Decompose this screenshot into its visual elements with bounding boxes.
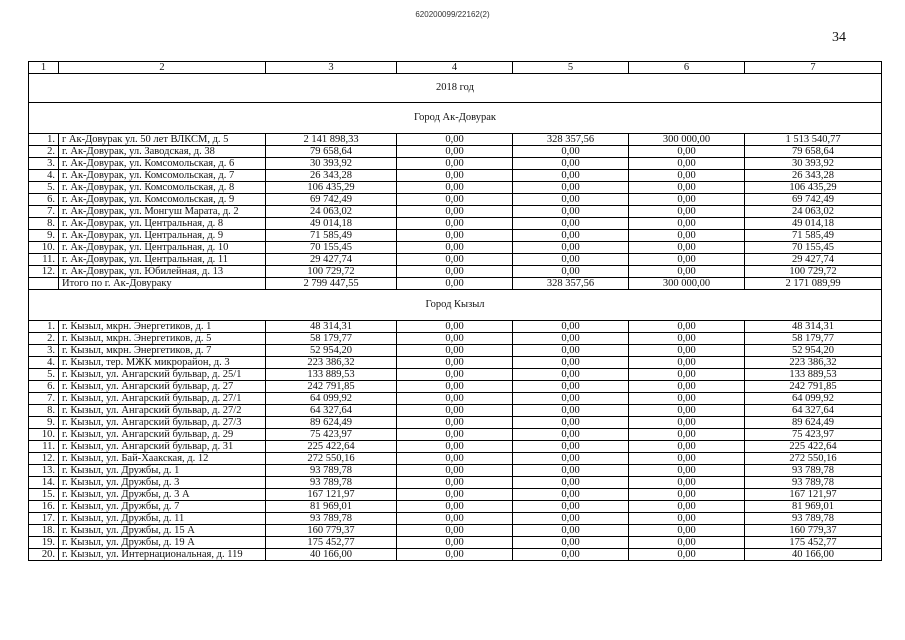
table-cell: 223 386,32 — [745, 357, 882, 369]
column-number: 6 — [629, 62, 745, 74]
table-cell: г. Ак-Довурак, ул. Монгуш Марата, д. 2 — [59, 206, 266, 218]
table-cell: 64 327,64 — [745, 405, 882, 417]
table-cell: 175 452,77 — [266, 537, 397, 549]
table-cell: 30 393,92 — [745, 158, 882, 170]
table-row — [29, 194, 882, 206]
table-cell: 0,00 — [397, 465, 513, 477]
table-cell: 0,00 — [397, 453, 513, 465]
table-cell: 24 063,02 — [745, 206, 882, 218]
table-row — [29, 254, 882, 266]
table-cell: 2. — [29, 146, 59, 158]
table-cell: 0,00 — [513, 218, 629, 230]
column-number: 5 — [513, 62, 629, 74]
table-cell: 0,00 — [397, 441, 513, 453]
table-cell: 0,00 — [513, 549, 629, 561]
table-cell: 0,00 — [629, 477, 745, 489]
city-header-row — [29, 290, 882, 321]
table-cell: 89 624,49 — [266, 417, 397, 429]
table-cell: 0,00 — [513, 170, 629, 182]
total-cell: 2 171 089,99 — [745, 278, 882, 290]
city-name: Город Кызыл — [29, 290, 882, 321]
table-cell: 0,00 — [397, 477, 513, 489]
table-cell: 0,00 — [397, 146, 513, 158]
table-cell: 30 393,92 — [266, 158, 397, 170]
table-cell: 24 063,02 — [266, 206, 397, 218]
table-cell: 0,00 — [397, 537, 513, 549]
table-cell: 70 155,45 — [266, 242, 397, 254]
table-cell: 0,00 — [513, 441, 629, 453]
table-row — [29, 549, 882, 561]
table-cell: 64 099,92 — [745, 393, 882, 405]
table-cell: 300 000,00 — [629, 134, 745, 146]
table-cell: 0,00 — [513, 182, 629, 194]
table-cell: г. Ак-Довурак, ул. Центральная, д. 8 — [59, 218, 266, 230]
table-cell: 0,00 — [397, 158, 513, 170]
table-cell: г. Кызыл, ул. Дружбы, д. 19 А — [59, 537, 266, 549]
table-cell: 0,00 — [513, 206, 629, 218]
table-cell: 0,00 — [629, 194, 745, 206]
table-cell: 75 423,97 — [745, 429, 882, 441]
table-cell: 0,00 — [397, 393, 513, 405]
table-cell: г. Кызыл, мкрн. Энергетиков, д. 1 — [59, 321, 266, 333]
table-cell: 58 179,77 — [266, 333, 397, 345]
table-cell: 0,00 — [397, 218, 513, 230]
table-cell: 0,00 — [629, 266, 745, 278]
table-row — [29, 333, 882, 345]
table-cell: 26 343,28 — [745, 170, 882, 182]
table-cell: 9. — [29, 417, 59, 429]
table-row — [29, 206, 882, 218]
table-cell: 0,00 — [397, 513, 513, 525]
total-cell: 2 799 447,55 — [266, 278, 397, 290]
table-cell: 0,00 — [397, 182, 513, 194]
table-cell: 4. — [29, 170, 59, 182]
table-cell: 100 729,72 — [266, 266, 397, 278]
table-cell: 106 435,29 — [745, 182, 882, 194]
table-cell: 0,00 — [397, 194, 513, 206]
table-cell: 0,00 — [513, 345, 629, 357]
table-row — [29, 405, 882, 417]
table-row — [29, 417, 882, 429]
table-cell: 49 014,18 — [266, 218, 397, 230]
table-cell: 0,00 — [397, 525, 513, 537]
table-cell: г. Кызыл, ул. Ангарский бульвар, д. 25/1 — [59, 369, 266, 381]
total-cell: 300 000,00 — [629, 278, 745, 290]
table-row — [29, 357, 882, 369]
table-cell: 8. — [29, 405, 59, 417]
table-cell: 13. — [29, 465, 59, 477]
table-cell: 272 550,16 — [266, 453, 397, 465]
table-cell: 6. — [29, 194, 59, 206]
table-cell: 0,00 — [397, 134, 513, 146]
table-cell: 3. — [29, 158, 59, 170]
table-cell: 29 427,74 — [745, 254, 882, 266]
table-cell: 0,00 — [629, 146, 745, 158]
table-cell: 81 969,01 — [745, 501, 882, 513]
table-cell: 0,00 — [629, 513, 745, 525]
table-cell: 0,00 — [397, 321, 513, 333]
table-cell: 0,00 — [629, 489, 745, 501]
column-number: 4 — [397, 62, 513, 74]
table-cell: 64 099,92 — [266, 393, 397, 405]
table-cell: 0,00 — [629, 501, 745, 513]
table-cell: 52 954,20 — [266, 345, 397, 357]
table-row — [29, 134, 882, 146]
table-cell: г. Кызыл, мкрн. Энергетиков, д. 5 — [59, 333, 266, 345]
table-cell: 0,00 — [513, 254, 629, 266]
table-cell: 79 658,64 — [745, 146, 882, 158]
table-cell: 0,00 — [397, 206, 513, 218]
table-cell: 133 889,53 — [745, 369, 882, 381]
table-row — [29, 489, 882, 501]
table-cell: 16. — [29, 501, 59, 513]
table-cell: 93 789,78 — [266, 477, 397, 489]
table-cell: г. Кызыл, ул. Ангарский бульвар, д. 27 — [59, 381, 266, 393]
table-cell: 1 513 540,77 — [745, 134, 882, 146]
table-cell: 0,00 — [513, 146, 629, 158]
table-cell: 0,00 — [629, 429, 745, 441]
table-row — [29, 170, 882, 182]
table-cell: 12. — [29, 266, 59, 278]
total-row — [29, 278, 882, 290]
table-cell: 0,00 — [513, 194, 629, 206]
city-header-row — [29, 103, 882, 134]
table-cell: г. Ак-Довурак, ул. Центральная, д. 10 — [59, 242, 266, 254]
table-row — [29, 158, 882, 170]
table-cell: 11. — [29, 254, 59, 266]
table-cell: г. Ак-Довурак, ул. Комсомольская, д. 8 — [59, 182, 266, 194]
table-cell: 10. — [29, 242, 59, 254]
table-cell: 0,00 — [629, 333, 745, 345]
table-cell: 0,00 — [513, 513, 629, 525]
table-cell: 0,00 — [513, 525, 629, 537]
table-cell: 49 014,18 — [745, 218, 882, 230]
table-row — [29, 465, 882, 477]
table-cell: 40 166,00 — [745, 549, 882, 561]
table-cell: 175 452,77 — [745, 537, 882, 549]
table-row — [29, 429, 882, 441]
table-cell: 14. — [29, 477, 59, 489]
table-cell: 29 427,74 — [266, 254, 397, 266]
table-cell: г. Кызыл, тер. МЖК микрорайон, д. 3 — [59, 357, 266, 369]
table-cell: 93 789,78 — [745, 513, 882, 525]
table-cell: 52 954,20 — [745, 345, 882, 357]
data-table — [28, 61, 882, 561]
table-cell: 160 779,37 — [745, 525, 882, 537]
table-cell: 93 789,78 — [266, 513, 397, 525]
table-cell: г. Кызыл, мкрн. Энергетиков, д. 7 — [59, 345, 266, 357]
table-cell: 0,00 — [629, 465, 745, 477]
table-cell: 93 789,78 — [745, 465, 882, 477]
table-cell: 0,00 — [629, 537, 745, 549]
table-cell: 15. — [29, 489, 59, 501]
table-cell: 10. — [29, 429, 59, 441]
table-cell: г. Кызыл, ул. Дружбы, д. 7 — [59, 501, 266, 513]
table-cell: г. Кызыл, ул. Дружбы, д. 1 — [59, 465, 266, 477]
table-cell: 11. — [29, 441, 59, 453]
table-cell: 0,00 — [397, 501, 513, 513]
table-cell: г. Кызыл, ул. Ангарский бульвар, д. 27/3 — [59, 417, 266, 429]
table-cell: 0,00 — [513, 393, 629, 405]
table-cell: 18. — [29, 525, 59, 537]
table-cell: 3. — [29, 345, 59, 357]
table-row — [29, 393, 882, 405]
table-row — [29, 242, 882, 254]
table-cell: г. Ак-Довурак, ул. Юбилейная, д. 13 — [59, 266, 266, 278]
table-cell: 0,00 — [629, 218, 745, 230]
table-cell: 89 624,49 — [745, 417, 882, 429]
table-cell: 0,00 — [513, 369, 629, 381]
table-cell: г. Кызыл, ул. Дружбы, д. 11 — [59, 513, 266, 525]
table-cell: 0,00 — [629, 417, 745, 429]
table-cell: 0,00 — [397, 489, 513, 501]
table-cell: 1. — [29, 321, 59, 333]
table-cell: 0,00 — [513, 321, 629, 333]
table-cell: 79 658,64 — [266, 146, 397, 158]
table-cell: 0,00 — [513, 357, 629, 369]
column-number: 3 — [266, 62, 397, 74]
table-cell: 81 969,01 — [266, 501, 397, 513]
table-row — [29, 537, 882, 549]
table-cell: 8. — [29, 218, 59, 230]
table-cell: 225 422,64 — [266, 441, 397, 453]
table-cell: 0,00 — [513, 230, 629, 242]
table-cell: 0,00 — [513, 477, 629, 489]
table-cell: 0,00 — [397, 405, 513, 417]
table-cell: 0,00 — [629, 405, 745, 417]
table-row — [29, 477, 882, 489]
table-cell: 20. — [29, 549, 59, 561]
table-cell: 160 779,37 — [266, 525, 397, 537]
table-row — [29, 381, 882, 393]
table-cell: г. Ак-Довурак, ул. Центральная, д. 11 — [59, 254, 266, 266]
table-cell: 0,00 — [397, 266, 513, 278]
table-cell: 0,00 — [513, 465, 629, 477]
year-label: 2018 год — [29, 74, 882, 103]
table-cell: 0,00 — [513, 453, 629, 465]
table-cell: 0,00 — [397, 369, 513, 381]
table-cell: 71 585,49 — [745, 230, 882, 242]
table-cell: 0,00 — [397, 170, 513, 182]
table-cell: 225 422,64 — [745, 441, 882, 453]
table-cell: 0,00 — [397, 345, 513, 357]
table-row — [29, 266, 882, 278]
table-cell: 0,00 — [629, 441, 745, 453]
table-cell: г. Кызыл, ул. Интернациональная, д. 119 — [59, 549, 266, 561]
table-cell: 0,00 — [513, 489, 629, 501]
table-cell: г. Кызыл, ул. Ангарский бульвар, д. 27/1 — [59, 393, 266, 405]
table-cell: 0,00 — [397, 549, 513, 561]
table-cell: 0,00 — [397, 417, 513, 429]
table-cell: 106 435,29 — [266, 182, 397, 194]
table-cell: 48 314,31 — [266, 321, 397, 333]
table-row — [29, 369, 882, 381]
table-row — [29, 345, 882, 357]
table-cell: г. Ак-Довурак, ул. Комсомольская, д. 6 — [59, 158, 266, 170]
table-cell: 0,00 — [397, 429, 513, 441]
table-cell: 167 121,97 — [266, 489, 397, 501]
table-row — [29, 441, 882, 453]
document-id: 620200099/22162(2) — [415, 10, 490, 19]
table-cell: 48 314,31 — [745, 321, 882, 333]
table-cell: г Ак-Довурак ул. 50 лет ВЛКСМ, д. 5 — [59, 134, 266, 146]
table-cell: 167 121,97 — [745, 489, 882, 501]
table-row — [29, 146, 882, 158]
table-cell: 242 791,85 — [745, 381, 882, 393]
table-row — [29, 182, 882, 194]
table-cell: 0,00 — [397, 254, 513, 266]
table-cell: 0,00 — [397, 357, 513, 369]
table-cell: 0,00 — [629, 525, 745, 537]
table-cell: 6. — [29, 381, 59, 393]
table-cell: 0,00 — [397, 230, 513, 242]
table-cell: 1. — [29, 134, 59, 146]
table-cell: 0,00 — [513, 266, 629, 278]
table-cell: 0,00 — [629, 357, 745, 369]
table-cell: 0,00 — [629, 170, 745, 182]
table-cell: 0,00 — [629, 549, 745, 561]
table-cell: 133 889,53 — [266, 369, 397, 381]
table-cell: 0,00 — [397, 381, 513, 393]
table-cell: г. Ак-Довурак, ул. Центральная, д. 9 — [59, 230, 266, 242]
table-cell: 0,00 — [629, 254, 745, 266]
total-cell — [29, 278, 59, 290]
column-number: 1 — [29, 62, 59, 74]
table-cell: 7. — [29, 206, 59, 218]
table-cell: 0,00 — [629, 182, 745, 194]
table-cell: 17. — [29, 513, 59, 525]
table-cell: 0,00 — [513, 242, 629, 254]
table-cell: 0,00 — [629, 206, 745, 218]
table-cell: 4. — [29, 357, 59, 369]
table-cell: 7. — [29, 393, 59, 405]
table-cell: 0,00 — [629, 345, 745, 357]
table-cell: 5. — [29, 182, 59, 194]
table-cell: 242 791,85 — [266, 381, 397, 393]
table-cell: 0,00 — [513, 158, 629, 170]
table-cell: г. Ак-Довурак, ул. Комсомольская, д. 7 — [59, 170, 266, 182]
table-cell: 0,00 — [629, 453, 745, 465]
table-cell: г. Кызыл, ул. Ангарский бульвар, д. 31 — [59, 441, 266, 453]
table-row — [29, 218, 882, 230]
table-cell: 0,00 — [629, 321, 745, 333]
table-cell: 70 155,45 — [745, 242, 882, 254]
table-cell: 2. — [29, 333, 59, 345]
table-cell: 69 742,49 — [266, 194, 397, 206]
table-cell: 9. — [29, 230, 59, 242]
table-row — [29, 321, 882, 333]
table-cell: 0,00 — [397, 333, 513, 345]
table-cell: г. Кызыл, ул. Бай-Хаакская, д. 12 — [59, 453, 266, 465]
table-cell: г. Кызыл, ул. Ангарский бульвар, д. 29 — [59, 429, 266, 441]
table-cell: 5. — [29, 369, 59, 381]
table-row — [29, 453, 882, 465]
table-cell: г. Ак-Довурак, ул. Комсомольская, д. 9 — [59, 194, 266, 206]
table-row — [29, 513, 882, 525]
table-cell: 223 386,32 — [266, 357, 397, 369]
table-cell: 93 789,78 — [266, 465, 397, 477]
table-cell: 0,00 — [513, 417, 629, 429]
table-cell: 0,00 — [629, 158, 745, 170]
table-cell: 0,00 — [397, 242, 513, 254]
city-name: Город Ак-Довурак — [29, 103, 882, 134]
table-cell: 58 179,77 — [745, 333, 882, 345]
table-cell: 0,00 — [513, 381, 629, 393]
table-cell: 12. — [29, 453, 59, 465]
table-cell: 0,00 — [629, 381, 745, 393]
table-cell: 0,00 — [513, 429, 629, 441]
table-cell: 0,00 — [629, 393, 745, 405]
table-row — [29, 230, 882, 242]
year-row — [29, 74, 882, 103]
column-number: 2 — [59, 62, 266, 74]
total-cell: 328 357,56 — [513, 278, 629, 290]
page-number: 34 — [832, 30, 846, 45]
table-cell: 71 585,49 — [266, 230, 397, 242]
table-cell: г. Кызыл, ул. Дружбы, д. 3 А — [59, 489, 266, 501]
table-cell: г. Кызыл, ул. Ангарский бульвар, д. 27/2 — [59, 405, 266, 417]
table-cell: г. Кызыл, ул. Дружбы, д. 3 — [59, 477, 266, 489]
table-cell: 0,00 — [513, 405, 629, 417]
table-cell: 0,00 — [513, 501, 629, 513]
table-cell: г. Кызыл, ул. Дружбы, д. 15 А — [59, 525, 266, 537]
table-cell: 64 327,64 — [266, 405, 397, 417]
table-cell: 93 789,78 — [745, 477, 882, 489]
table-cell: 0,00 — [513, 537, 629, 549]
table-cell: 100 729,72 — [745, 266, 882, 278]
table-cell: 328 357,56 — [513, 134, 629, 146]
table-cell: 0,00 — [629, 369, 745, 381]
total-cell: 0,00 — [397, 278, 513, 290]
table-cell: 0,00 — [513, 333, 629, 345]
table-row — [29, 501, 882, 513]
table-row — [29, 525, 882, 537]
table-cell: 0,00 — [629, 242, 745, 254]
table-cell: 2 141 898,33 — [266, 134, 397, 146]
total-cell: Итого по г. Ак-Довураку — [59, 278, 266, 290]
table-cell: 40 166,00 — [266, 549, 397, 561]
table-cell: 19. — [29, 537, 59, 549]
table-cell: 75 423,97 — [266, 429, 397, 441]
table-cell: г. Ак-Довурак, ул. Заводская, д. 38 — [59, 146, 266, 158]
column-number: 7 — [745, 62, 882, 74]
table-cell: 0,00 — [629, 230, 745, 242]
table-cell: 69 742,49 — [745, 194, 882, 206]
table-cell: 26 343,28 — [266, 170, 397, 182]
column-number-row — [29, 62, 882, 74]
table-cell: 272 550,16 — [745, 453, 882, 465]
